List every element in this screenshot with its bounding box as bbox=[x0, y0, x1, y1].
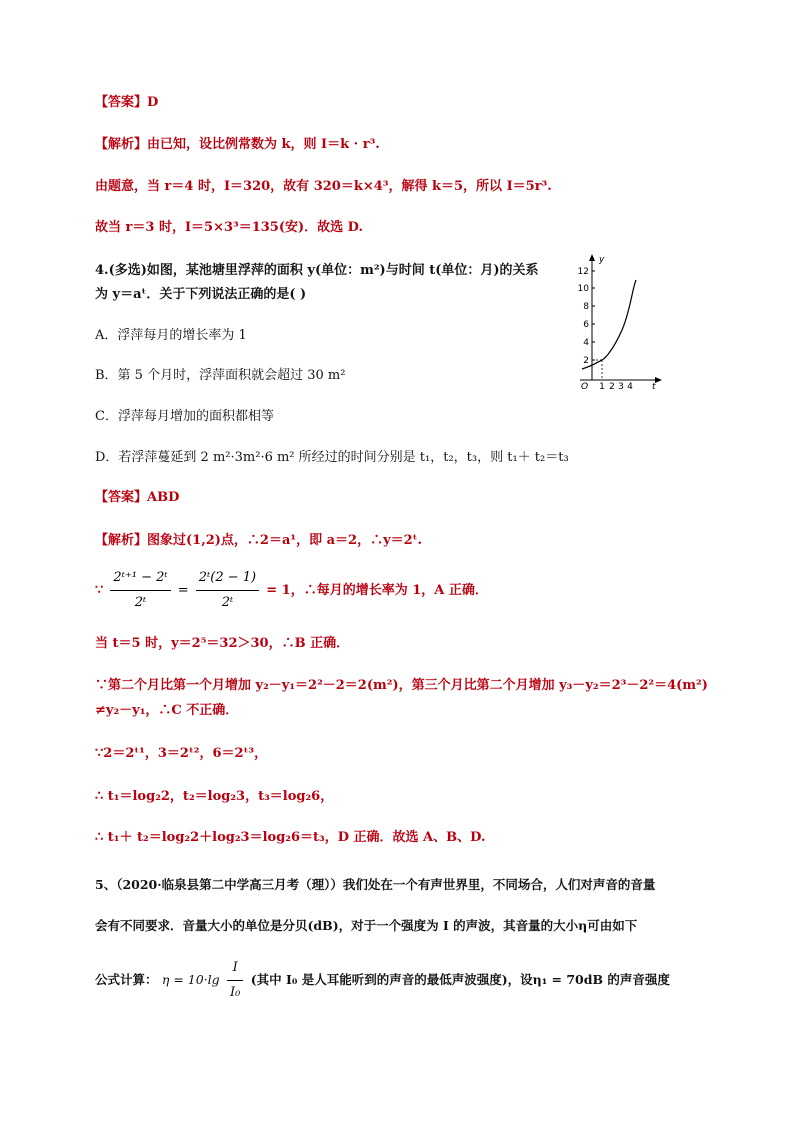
q4-option-a: A．浮萍每月的增长率为 1 bbox=[95, 328, 247, 343]
q3-analysis: 【解析】由已知，设比例常数为 k，则 I＝k · r³. bbox=[95, 137, 380, 152]
fraction-result: = 1，∴每月的增长率为 1，A 正确． bbox=[266, 583, 488, 598]
q3-answer: 【答案】D bbox=[95, 95, 159, 110]
q4-line-d3: ∴ t₁＋ t₂＝log₂2＋log₂3＝log₂6＝t₃，D 正确．故选 A、B、D. bbox=[95, 830, 486, 845]
q4-stem-line1: 4.(多选)如图，某池塘里浮萍的面积 y(单位：m²)与时间 t(单位：月)的关系 bbox=[95, 263, 539, 278]
fraction-2-numerator: 2ᵗ(2 − 1) bbox=[196, 568, 259, 591]
q4-option-b: B．第 5 个月时，浮萍面积就会超过 30 m² bbox=[95, 368, 346, 383]
q5-line1: 5、（2020·临泉县第二中学高三月考（理））我们处在一个有声世界里，不同场合，人们对声音的音量 bbox=[95, 877, 656, 892]
q4-line-c1: ∵第二个月比第一个月增加 y₂－y₁＝2²－2＝2(m²)，第三个月比第二个月增加 y₃－y₂＝2³－2²＝4(m²) bbox=[95, 678, 708, 693]
x-tick-1: 1 bbox=[599, 382, 605, 390]
x-tick-3: 3 bbox=[618, 382, 624, 390]
q4-option-c: C．浮萍每月增加的面积都相等 bbox=[95, 409, 274, 424]
q4-stem-line2: 为 y＝aᵗ．关于下列说法正确的是( ) bbox=[95, 287, 307, 302]
x-tick-2: 2 bbox=[609, 382, 615, 390]
y-tick-6: 6 bbox=[583, 320, 589, 330]
exponential-graph bbox=[572, 250, 672, 390]
q3-line3: 故当 r＝3 时，I＝5×3³＝135(安)．故选 D. bbox=[95, 220, 364, 235]
y-tick-10: 10 bbox=[577, 284, 589, 294]
q5-formula-prefix: 公式计算： bbox=[95, 972, 158, 987]
fraction-1 bbox=[110, 568, 170, 613]
q3-line2: 由题意，当 r＝4 时，I＝320，故有 320＝k×4³，解得 k＝5，所以 I＝5r³. bbox=[95, 179, 552, 194]
fraction-1-denominator: 2ᵗ bbox=[134, 595, 147, 610]
q4-line-c2: ≠y₂－y₁，∴C 不正确． bbox=[95, 703, 239, 718]
q5-formula-rest: (其中 I₀ 是人耳能听到的声音的最低声波强度)，设η₁ = 70dB 的声音强度 bbox=[250, 972, 670, 987]
q4-answer: 【答案】ABD bbox=[95, 490, 180, 505]
q4-line-d1: ∵2＝2ᵗ¹，3＝2ᵗ²，6＝2ᵗ³， bbox=[95, 746, 268, 761]
q4-line-b: 当 t＝5 时，y＝2⁵＝32＞30，∴B 正确． bbox=[95, 636, 350, 651]
q5-eta-expression: η = 10·lg bbox=[161, 972, 220, 987]
q4-option-d: D．若浮萍蔓延到 2 m²·3m²·6 m² 所经过的时间分别是 t₁，t₂，t₃，则 t₁＋ t₂＝t₃ bbox=[95, 450, 569, 465]
fraction-2 bbox=[196, 568, 259, 613]
q5-line2: 会有不同要求．音量大小的单位是分贝(dB)，对于一个强度为 I 的声波，其音量的大小η可由如下 bbox=[95, 918, 638, 933]
fraction-2-denominator: 2ᵗ bbox=[221, 595, 234, 610]
y-tick-2: 2 bbox=[583, 356, 589, 366]
q5-fraction bbox=[227, 958, 243, 1003]
curve-y-equals-2-pow-t bbox=[582, 280, 636, 369]
q4-line-d2: ∴ t₁＝log₂2，t₂＝log₂3，t₃＝log₂6， bbox=[95, 789, 334, 804]
because-symbol: ∵ bbox=[95, 583, 104, 598]
q5-fraction-denominator: I₀ bbox=[230, 985, 241, 1000]
q4-analysis: 【解析】图象过(1,2)点，∴2＝a¹，即 a＝2，∴y＝2ᵗ. bbox=[95, 533, 423, 548]
y-axis-arrow bbox=[589, 254, 595, 261]
x-axis-arrow bbox=[655, 377, 662, 383]
y-tick-8: 8 bbox=[583, 302, 589, 312]
fraction-1-numerator: 2ᵗ⁺¹ − 2ᵗ bbox=[110, 568, 170, 591]
y-tick-4: 4 bbox=[583, 338, 589, 348]
q4-fraction-line: ∵ $\frac{\text{2ᵗ⁺¹ − 2ᵗ}}{\text{2ᵗ}}$ = $\frac{\text{2ᵗ(2 − 1)}}{\text{2ᵗ}}$ = 1，∴每月的增长率为 1，A 正确． bbox=[95, 568, 488, 613]
origin-label: O bbox=[581, 382, 589, 390]
x-axis-label: t bbox=[652, 382, 656, 390]
y-axis-label: y bbox=[599, 255, 605, 265]
x-tick-4: 4 bbox=[627, 382, 633, 390]
q5-formula-line bbox=[95, 958, 670, 1003]
q5-fraction-numerator: I bbox=[227, 958, 243, 981]
y-tick-12: 12 bbox=[577, 267, 589, 277]
